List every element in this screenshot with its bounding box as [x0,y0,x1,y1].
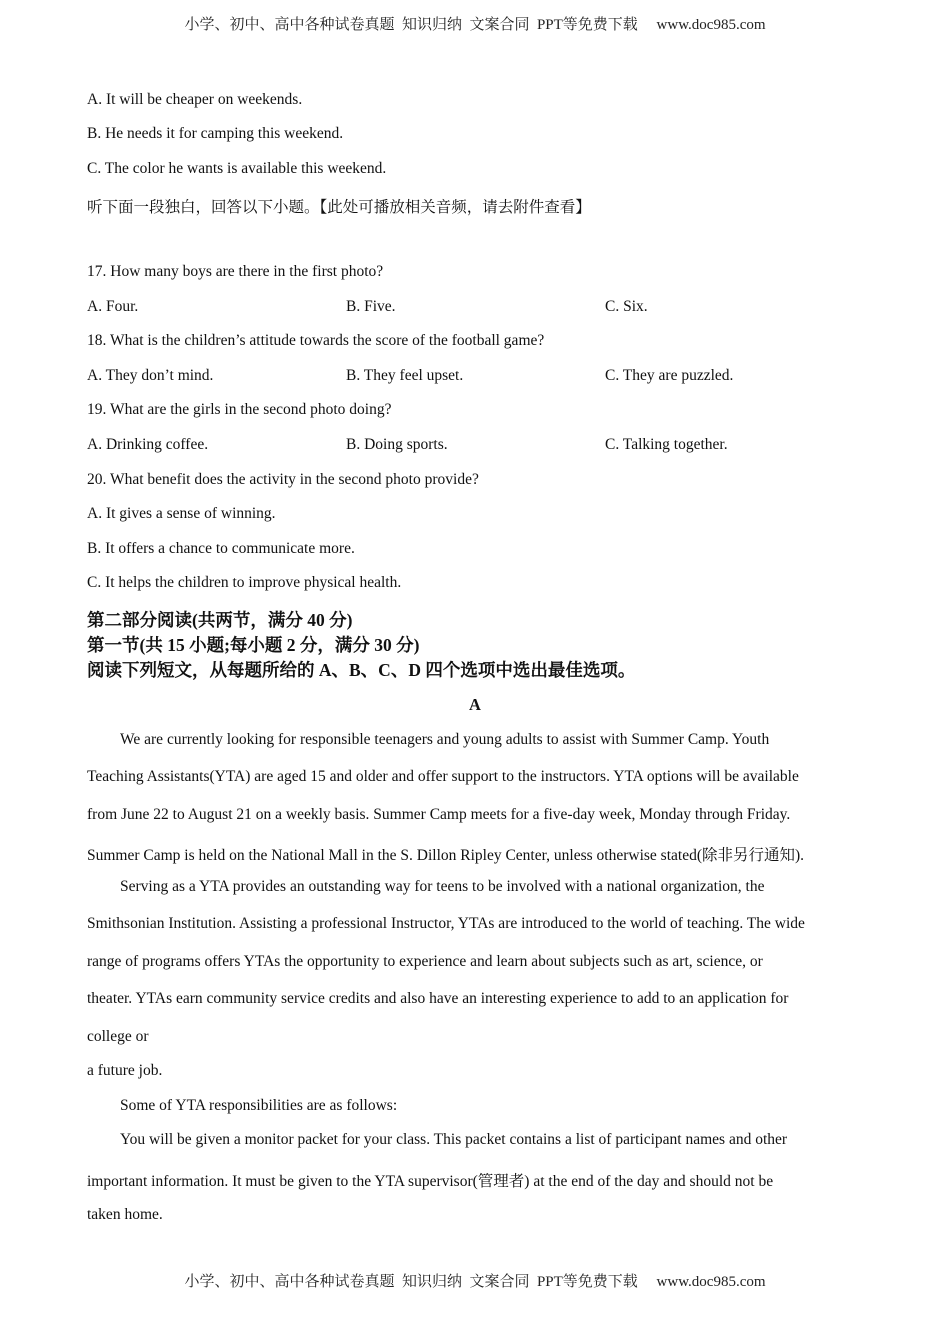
q16-option-b: B. He needs it for camping this weekend. [87,125,344,142]
passage-line: college or [87,1028,149,1045]
passage-line: You will be given a monitor packet for your class. This packet contains a list of participant names and other [120,1131,788,1148]
passage-line: taken home. [87,1206,163,1223]
q17-question: 17. How many boys are there in the first photo? [87,263,384,280]
passage-line: from June 22 to August 21 on a weekly basis. Summer Camp meets for a five-day week, Monday through Friday. [87,806,791,823]
passage-letter: A [469,695,481,714]
passage-line: Summer Camp is held on the National Mall in the S. Dillon Ripley Center, unless otherwise stated(除非另行通知). [87,847,805,864]
passage-line: Teaching Assistants(YTA) are aged 15 and older and offer support to the instructors. YTA options will be available [87,768,799,785]
passage-line: Some of YTA responsibilities are as follows: [120,1097,398,1114]
q19-option-b: B. Doing sports. [346,436,448,453]
page-footer: 小学、初中、高中各种试卷真题 知识归纳 文案合同 PPT等免费下载 www.doc985.com [184,1274,766,1290]
passage-line: important information. It must be given to the YTA supervisor(管理者) at the end of the day and should not be [87,1173,774,1190]
part2-instruction: 阅读下列短文，从每题所给的 A、B、C、D 四个选项中选出最佳选项。 [87,660,636,680]
q18-question: 18. What is the children’s attitude towards the score of the football game? [87,332,545,349]
passage-line: Smithsonian Institution. Assisting a professional Instructor, YTAs are introduced to the world of teaching. The wide [87,915,805,932]
q18-option-a: A. They don’t mind. [87,367,214,384]
q17-option-b: B. Five. [346,298,396,315]
q19-option-a: A. Drinking coffee. [87,436,209,453]
q20-option-a: A. It gives a sense of winning. [87,505,276,522]
q19-option-c: C. Talking together. [605,436,728,453]
passage-line: a future job. [87,1062,163,1079]
q20-option-c: C. It helps the children to improve physical health. [87,574,402,591]
passage-line: We are currently looking for responsible teenagers and young adults to assist with Summer Camp. Youth [120,731,770,748]
q20-option-b: B. It offers a chance to communicate more. [87,540,355,557]
listening-instruction: 听下面一段独白，回答以下小题。【此处可播放相关音频，请去附件查看】 [87,199,591,216]
q19-question: 19. What are the girls in the second photo doing? [87,401,392,418]
passage-line: theater. YTAs earn community service credits and also have an interesting experience to add to an application for [87,990,789,1007]
passage-line: Serving as a YTA provides an outstanding way for teens to be involved with a national organization, the [120,878,765,895]
q18-option-c: C. They are puzzled. [605,367,734,384]
part2-section-title: 第一节(共 15 小题;每小题 2 分，满分 30 分) [87,635,420,655]
part2-title: 第二部分阅读(共两节，满分 40 分) [87,610,353,630]
q16-option-a: A. It will be cheaper on weekends. [87,91,303,108]
q16-option-c: C. The color he wants is available this weekend. [87,160,387,177]
q20-question: 20. What benefit does the activity in the second photo provide? [87,471,479,488]
q17-option-c: C. Six. [605,298,648,315]
page-header: 小学、初中、高中各种试卷真题 知识归纳 文案合同 PPT等免费下载 www.doc985.com [184,17,766,33]
q17-option-a: A. Four. [87,298,139,315]
passage-line: range of programs offers YTAs the opportunity to experience and learn about subjects such as art, science, or [87,953,763,970]
q18-option-b: B. They feel upset. [346,367,464,384]
